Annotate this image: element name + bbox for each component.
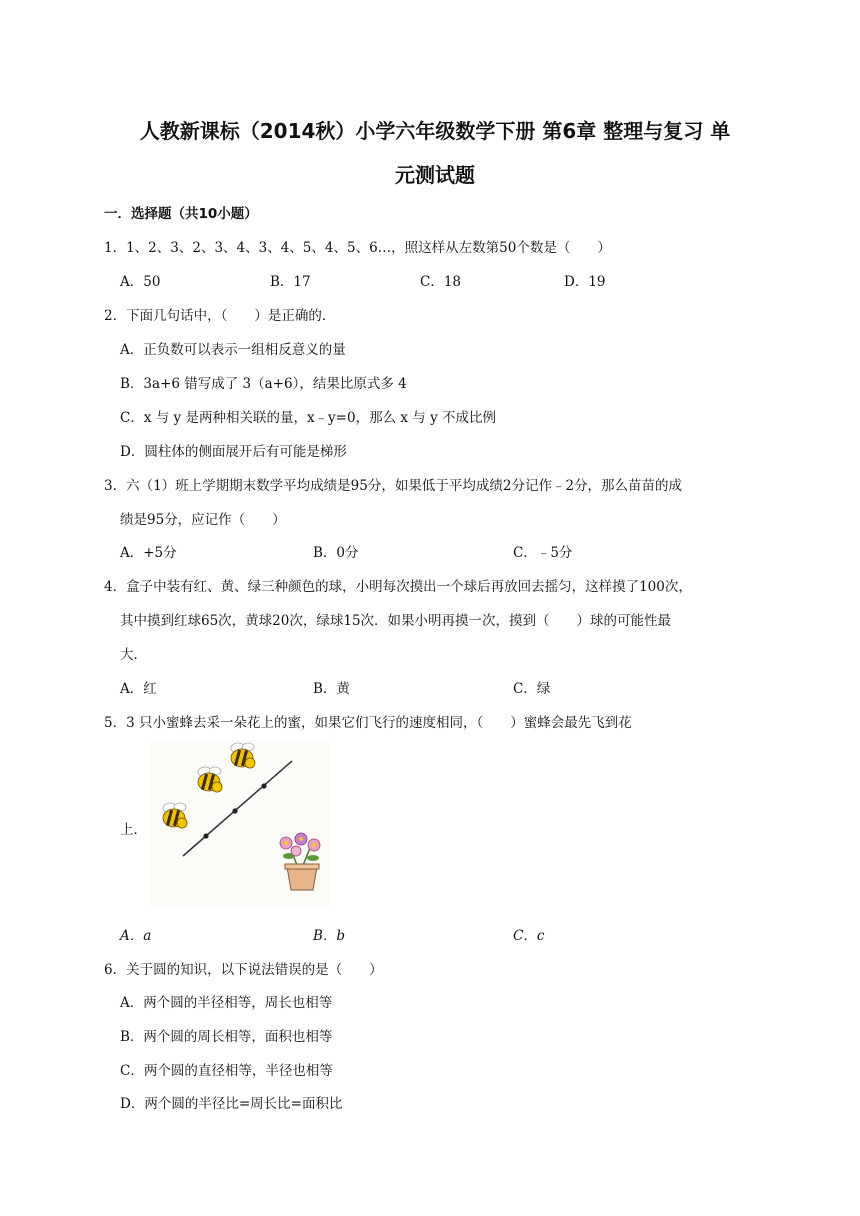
q1-option-a: A．50 xyxy=(120,274,161,290)
q6-option-a: A．两个圆的半径相等，周长也相等 xyxy=(120,995,333,1011)
q4-option-a: A．红 xyxy=(120,681,157,697)
question-5-text-line2: 上． xyxy=(120,822,147,838)
question-4-text-line3: 大． xyxy=(120,647,147,663)
question-3-text-line1: 3．六（1）班上学期期末数学平均成绩是95分，如果低于平均成绩2分记作﹣2分，那么苗苗的成 xyxy=(104,478,683,494)
q1-option-c: C．18 xyxy=(420,274,462,290)
question-4-text-line1: 4．盒子中装有红、黄、绿三种颜色的球，小明每次摸出一个球后再放回去摇匀，这样摸了100次， xyxy=(104,579,692,595)
q3-option-a: A．+5分 xyxy=(120,545,177,561)
q2-option-a: A．正负数可以表示一组相反意义的量 xyxy=(120,342,346,358)
section-heading: 一．选择题（共10小题） xyxy=(104,206,258,222)
q3-option-b: B．0分 xyxy=(313,545,359,561)
bee-icon xyxy=(163,803,187,828)
q1-option-d: D．19 xyxy=(564,274,606,290)
q6-option-b: B．两个圆的周长相等，面积也相等 xyxy=(120,1029,333,1045)
q1-option-b: B．17 xyxy=(270,274,311,290)
q6-option-c: C．两个圆的直径相等，半径也相等 xyxy=(120,1063,333,1079)
q6-option-d: D．两个圆的半径比=周长比=面积比 xyxy=(120,1096,343,1112)
question-5-text-line1: 5．3 只小蜜蜂去采一朵花上的蜜，如果它们飞行的速度相同，（ ）蜜蜂会最先飞到花 xyxy=(104,715,632,731)
point-a xyxy=(203,833,208,838)
page-title-line1: 人教新课标（2014秋）小学六年级数学下册 第6章 整理与复习 单 xyxy=(139,119,731,143)
question-2-text: 2．下面几句话中，（ ）是正确的． xyxy=(104,308,336,324)
question-1-text: 1．1、2、3、2、3、4、3、4、5、4、5、6…，照这样从左数第50个数是（ ） xyxy=(104,240,611,256)
q4-option-b: B．黄 xyxy=(313,681,350,697)
bees-and-flower-figure xyxy=(150,740,330,908)
q2-option-d: D．圆柱体的侧面展开后有可能是梯形 xyxy=(120,444,347,460)
q5-option-b: B．b xyxy=(313,928,346,944)
q5-option-c: C．c xyxy=(513,928,545,944)
point-b xyxy=(232,808,237,813)
q4-option-c: C．绿 xyxy=(513,681,551,697)
point-c xyxy=(261,783,266,788)
bee-icon xyxy=(198,767,222,792)
q2-option-c: C．x 与 y 是两种相关联的量，x﹣y=0，那么 x 与 y 不成比例 xyxy=(120,410,496,426)
question-3-text-line2: 绩是95分，应记作（ ） xyxy=(120,512,286,528)
question-6-text: 6．关于圆的知识，以下说法错误的是（ ） xyxy=(104,962,383,978)
q2-option-b: B．3a+6 错写成了 3（a+6），结果比原式多 4 xyxy=(120,376,407,392)
page-title-line2: 元测试题 xyxy=(395,163,475,187)
question-4-text-line2: 其中摸到红球65次，黄球20次，绿球15次．如果小明再摸一次，摸到（ ）球的可能性最 xyxy=(120,613,672,629)
q5-option-a: A．a xyxy=(120,928,152,944)
bee-icon xyxy=(231,743,255,768)
q3-option-c: C．﹣5分 xyxy=(513,545,573,561)
